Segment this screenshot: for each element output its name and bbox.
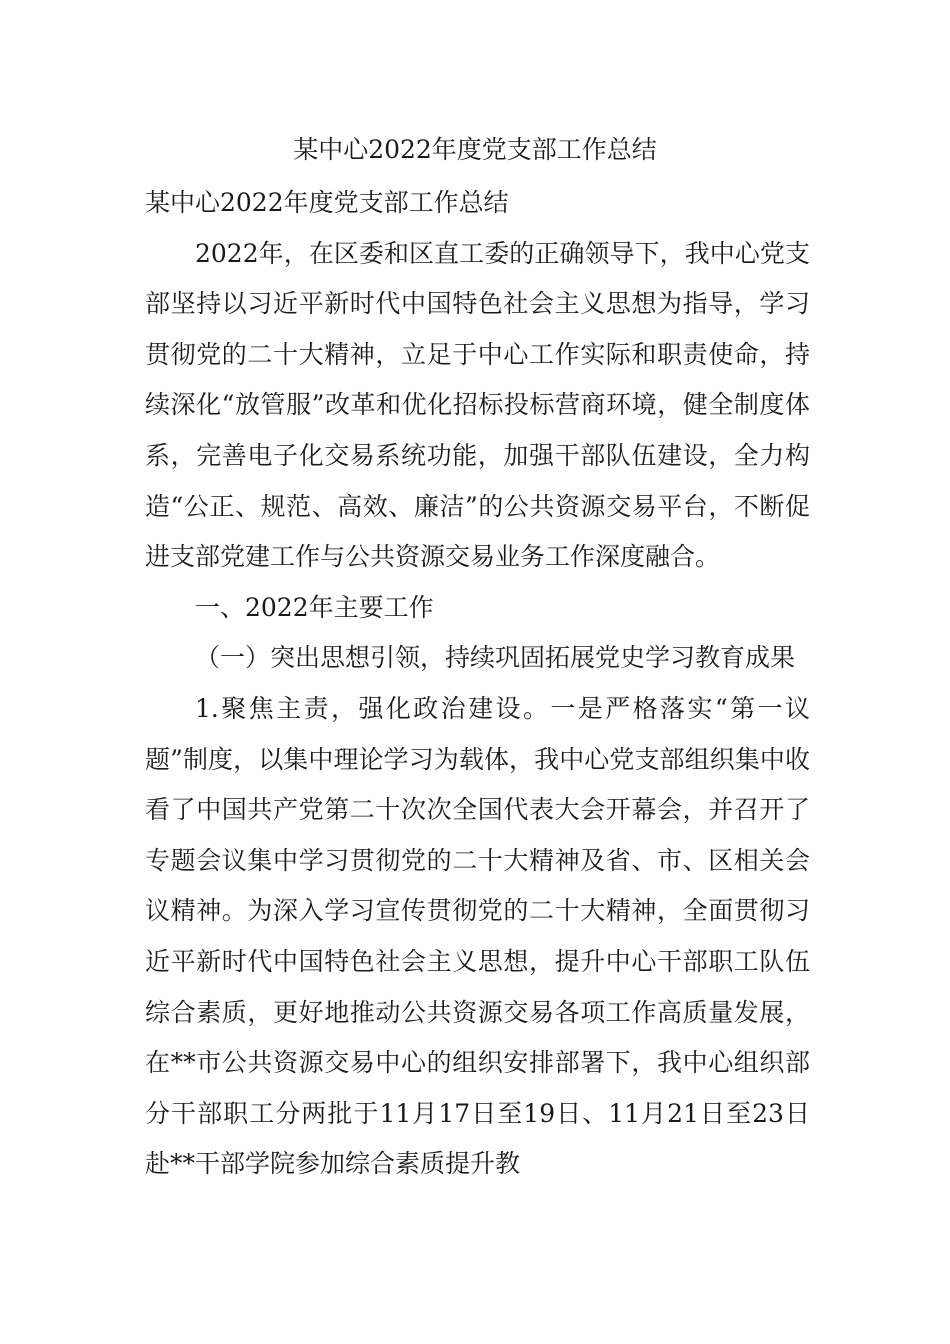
document-title: 某中心2022年度党支部工作总结 bbox=[293, 135, 657, 164]
section-heading: 一、2022年主要工作 bbox=[195, 592, 434, 622]
intro-paragraph: 2022年，在区委和区直工委的正确领导下，我中心党支部坚持以习近平新时代中国特色社会主义思想为指导，学习贯彻党的二十大精神，立足于中心工作实际和职责使命，持续深化“放管服”改革和优化招标投标营商环境，健全制度体系，完善电子化交易系统功能，加强干部队伍建设，全力构造“公正、规范、高效、廉洁”的公共资源交易平台，不断促进支部党建工作与公共资源交易业务工作深度融合。 bbox=[145, 238, 810, 572]
document-subtitle: 某中心2022年度党支部工作总结 bbox=[145, 188, 509, 217]
item-paragraph: 1.聚焦主责，强化政治建设。一是严格落实“第一议题”制度，以集中理论学习为载体，我中心党支部组织集中收看了中国共产党第二十次次全国代表大会开幕会，并召开了专题会议集中学习贯彻党的二十大精神及省、市、区相关会议精神。为深入学习宣传贯彻党的二十大精神，全面贯彻习近平新时代中国特色社会主义思想，提升中心干部职工队伍综合素质，更好地推动公共资源交易各项工作高质量发展，在**市公共资源交易中心的组织安排部署下，我中心组织部分干部职工分两批于11月17日至19日、11月21日至23日赴**干部学院参加综合素质提升教 bbox=[145, 693, 810, 1179]
subsection-heading: （一）突出思想引领，持续巩固拓展党史学习教育成果 bbox=[195, 643, 796, 673]
document-body bbox=[145, 178, 810, 1190]
